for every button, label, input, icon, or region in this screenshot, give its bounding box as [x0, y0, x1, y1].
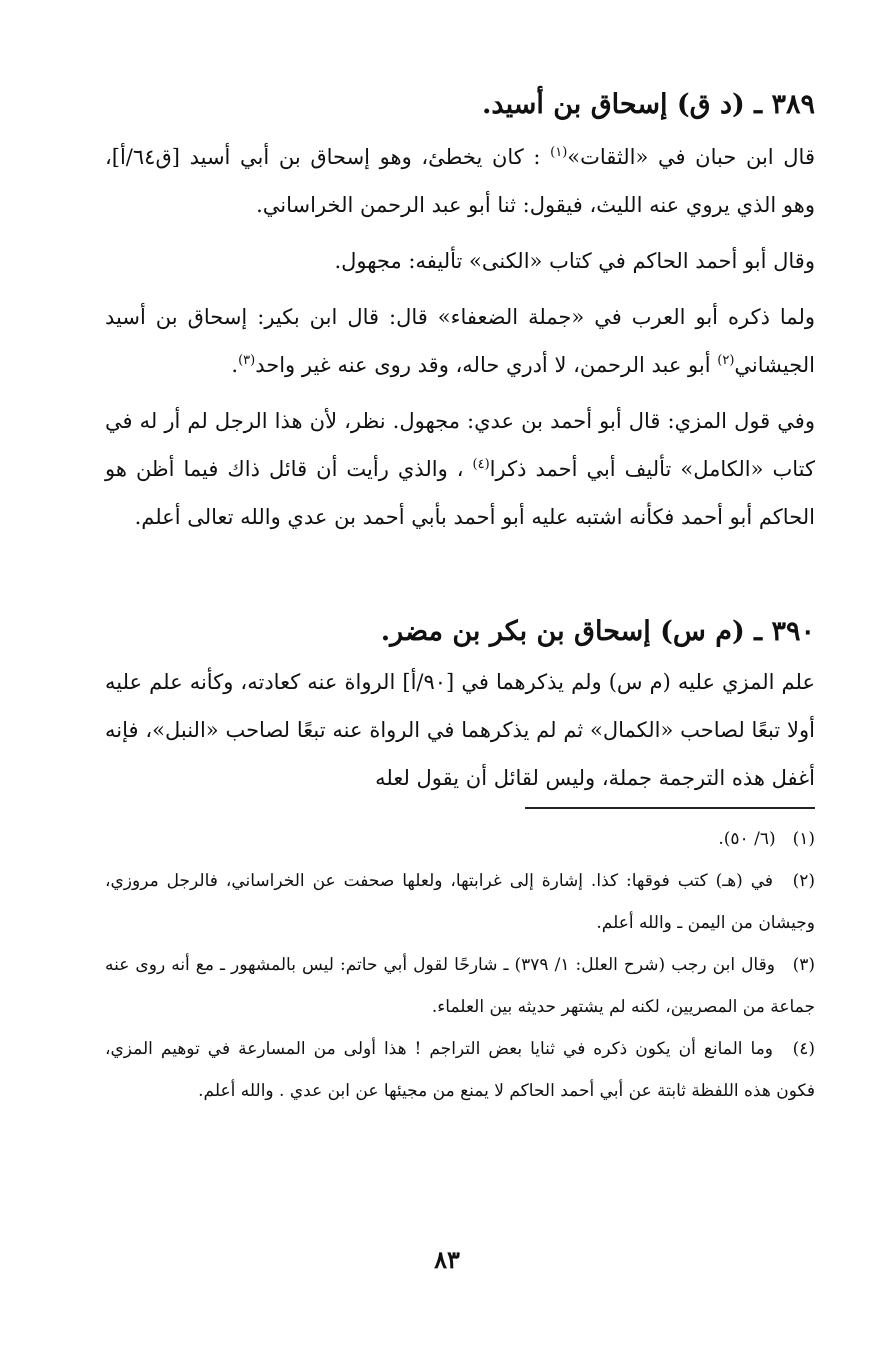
footnote-number: (٢) [792, 871, 816, 891]
footnote-1 [105, 818, 815, 860]
footnote-3 [105, 944, 815, 1028]
footnote-ref-4: (٤) [472, 457, 490, 472]
entry-389-paragraph-3 [105, 293, 815, 389]
entry-389 [105, 85, 815, 549]
entry-390-heading: ٣٩٠ ـ (م س) إسحاق بن بكر بن مضر. [380, 616, 815, 647]
text-run: أبو عبد الرحمن، لا أدري حاله، وقد روى عنه غير واحد [255, 353, 718, 377]
text-run: ، والذي رأيت أن قائل ذاك فيما أظن هو الحاكم أبو أحمد فكأنه اشتبه عليه أبو أحمد بأبي أحمد بن عدي والله تعالى أعلم. [105, 457, 815, 529]
footnote-4 [105, 1028, 815, 1112]
footnote-text: وقال ابن رجب (شرح العلل: ١/ ٣٧٩) ـ شارحًا لقول أبي حاتم: ليس بالمشهور ـ مع أنه روى عنه جماعة من المصريين، لكنه لم يشتهر حديثه بين العلماء. [105, 955, 815, 1017]
entry-389-paragraph-2: وقال أبو أحمد الحاكم في كتاب «الكنى» تأليفه: مجهول. [334, 249, 815, 273]
footnote-text: (٦/ ٥٠). [718, 829, 776, 849]
footnote-text: وما المانع أن يكون ذكره في ثنايا بعض التراجم ! هذا أولى من المسارعة في توهيم المزي، فكون هذه اللفظة ثابتة عن أبي أحمد الحاكم لا يمنع من مجيئها عن ابن عدي . والله أعلم. [105, 1039, 815, 1101]
footnote-number: (٣) [792, 955, 815, 975]
text-run: وفي قول المزي: قال أبو أحمد بن عدي: مجهول. نظر، لأن هذا الرجل لم أر له في كتاب «الكامل» تأليف أبي أحمد ذكرا [105, 409, 815, 481]
entry-390 [105, 612, 815, 810]
entry-389-heading: ٣٨٩ ـ (د ق) إسحاق بن أسيد. [482, 89, 815, 120]
footnote-number: (١) [792, 829, 815, 849]
text-run: قال ابن حبان في «الثقات» [567, 145, 815, 169]
footnote-number: (٤) [792, 1039, 816, 1059]
entry-389-paragraph-1 [105, 133, 815, 229]
page-number: ٨٣ [434, 1245, 460, 1274]
footnote-separator [525, 807, 815, 809]
text-run: ولما ذكره أبو العرب في «جملة الضعفاء» قال: قال ابن بكير: إسحاق بن أسيد الجيشاني [105, 305, 815, 377]
footnote-2 [105, 860, 815, 944]
footnotes [105, 818, 815, 1112]
text-run: . [231, 353, 239, 377]
footnote-text: في (هـ) كتب فوقها: كذا. إشارة إلى غرابتها، ولعلها صحفت عن الخراساني، فالرجل مروزي، وجيشان من اليمن ـ والله أعلم. [105, 871, 815, 933]
footnote-ref-1: (١) [550, 145, 568, 160]
footnote-ref-2: (٢) [717, 353, 735, 368]
footnote-ref-3: (٣) [238, 353, 256, 368]
entry-390-paragraph-1: علم المزي عليه (م س) ولم يذكرهما في [٩٠/أ] الرواة عنه كعادته، وكأنه علم عليه أولا تبعًا لصاحب «الكمال» ثم لم يذكرهما في الرواة عنه تبعًا لصاحب «النبل»، فإنه أغفل هذه الترجمة جملة، وليس لقائل أن يقول لعله [105, 670, 815, 790]
entry-389-paragraph-4 [105, 397, 815, 541]
text-run: : كان يخطئ، وهو إسحاق بن أبي أسيد [ق٦٤/أ]، وهو الذي يروي عنه الليث، فيقول: ثنا أبو عبد الرحمن الخراساني. [105, 145, 815, 217]
